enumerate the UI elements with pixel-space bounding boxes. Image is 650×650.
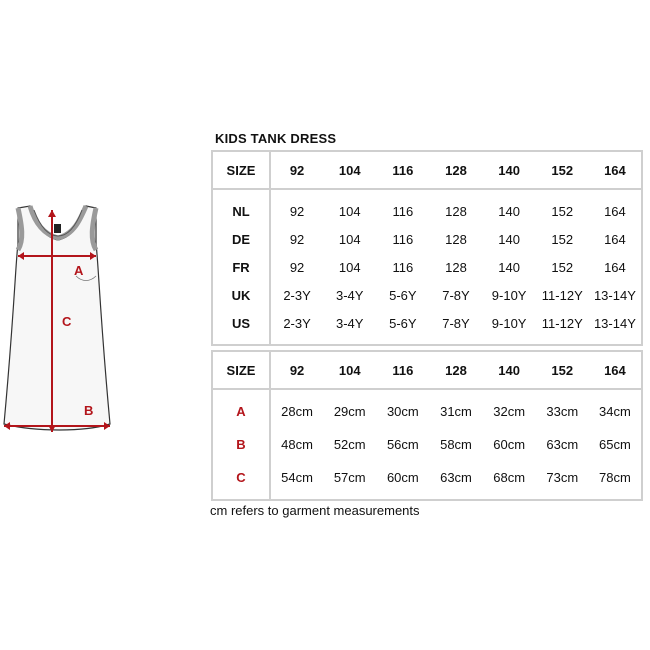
spacer-row	[212, 189, 642, 197]
table-cell: 104	[338, 259, 361, 275]
row-label: US	[212, 309, 270, 337]
table-row	[212, 281, 642, 309]
table-cell: 164	[604, 203, 626, 219]
table-cell: 128	[445, 203, 467, 219]
table-cell: 60cm	[493, 437, 526, 452]
spacer-row	[212, 494, 642, 500]
size-header-cell: 104	[323, 351, 376, 389]
table-cell: 56cm	[386, 437, 419, 452]
table-cell: 2-3Y	[283, 287, 311, 303]
footnote: cm refers to garment measurements	[210, 503, 420, 518]
row-label: A	[212, 395, 270, 428]
table-cell: 116	[392, 231, 414, 247]
table-row	[212, 309, 642, 337]
table-cell: 104	[338, 203, 361, 219]
table-cell: 29cm	[333, 404, 366, 419]
table-cell: 11-12Y	[541, 287, 583, 303]
table-cell: 34cm	[599, 404, 631, 419]
chart-title: KIDS TANK DRESS	[215, 131, 337, 146]
table-cell: 5-6Y	[389, 287, 417, 303]
table-cell: 152	[551, 231, 574, 247]
table-cell: 140	[498, 259, 520, 275]
measurements-table	[211, 350, 643, 501]
measure-header-row	[212, 351, 642, 389]
table-cell: 104	[338, 231, 361, 247]
table-cell: 140	[498, 231, 520, 247]
table-cell: 116	[392, 259, 414, 275]
size-header-cell: 104	[323, 151, 376, 189]
table-cell: 128	[445, 259, 467, 275]
table-cell: 48cm	[281, 437, 313, 452]
table-cell: 65cm	[599, 437, 631, 452]
size-header-cell: 116	[376, 351, 429, 389]
size-header-cell: 92	[270, 151, 323, 189]
table-cell: 92	[289, 231, 305, 247]
table-cell: 128	[445, 231, 467, 247]
measure-header-label: SIZE	[212, 351, 270, 389]
table-cell: 7-8Y	[442, 287, 470, 303]
size-header-cell: 164	[589, 151, 642, 189]
table-cell: 164	[604, 231, 626, 247]
table-cell: 11-12Y	[541, 315, 583, 331]
table-cell: 13-14Y	[593, 315, 636, 331]
size-header-cell: 128	[429, 351, 482, 389]
size-header-cell: 128	[429, 151, 482, 189]
table-cell: 68cm	[493, 470, 526, 485]
spacer-cell	[270, 494, 642, 500]
size-header-cell: 152	[536, 351, 589, 389]
table-cell: 2-3Y	[283, 315, 311, 331]
table-cell: 63cm	[546, 437, 579, 452]
size-header-cell: 164	[589, 351, 642, 389]
row-label: NL	[212, 197, 270, 225]
tank-dress-diagram	[0, 196, 120, 440]
table-cell: 116	[392, 203, 414, 219]
table-cell: 58cm	[440, 437, 472, 452]
table-cell: 60cm	[386, 470, 419, 485]
table-cell: 152	[551, 259, 574, 275]
diagram-label-c: C	[62, 314, 72, 329]
row-label: FR	[212, 253, 270, 281]
size-header-cell: 140	[483, 151, 536, 189]
table-cell: 92	[289, 259, 305, 275]
table-cell: 164	[604, 259, 626, 275]
size-header-cell: 92	[270, 351, 323, 389]
table-row	[212, 225, 642, 253]
table-cell: 63cm	[440, 470, 472, 485]
table-cell: 32cm	[493, 404, 526, 419]
table-cell: 52cm	[333, 437, 366, 452]
spacer-cell	[212, 189, 270, 197]
spacer-cell	[212, 494, 270, 500]
size-header-cell: 152	[536, 151, 589, 189]
diagram-label-a: A	[74, 263, 84, 278]
table-cell: 9-10Y	[491, 287, 527, 303]
spacer-cell	[270, 189, 642, 197]
table-cell: 152	[551, 203, 574, 219]
table-cell: 78cm	[599, 470, 631, 485]
table-cell: 13-14Y	[593, 287, 636, 303]
table-cell: 73cm	[546, 470, 579, 485]
table-row	[212, 395, 642, 428]
size-header-label: SIZE	[212, 151, 270, 189]
table-cell: 92	[289, 203, 305, 219]
row-label: B	[212, 428, 270, 461]
spacer-cell	[212, 337, 270, 345]
row-label: DE	[212, 225, 270, 253]
table-row	[212, 428, 642, 461]
table-cell: 28cm	[281, 404, 313, 419]
table-row	[212, 253, 642, 281]
table-row	[212, 197, 642, 225]
table-cell: 9-10Y	[491, 315, 527, 331]
table-cell: 7-8Y	[442, 315, 470, 331]
row-label: C	[212, 461, 270, 494]
spacer-row	[212, 337, 642, 345]
neck-label	[54, 224, 61, 233]
table-cell: 54cm	[281, 470, 313, 485]
size-conversion-table	[211, 150, 643, 346]
table-cell: 31cm	[440, 404, 472, 419]
table-cell: 3-4Y	[335, 315, 364, 331]
table-cell: 57cm	[333, 470, 366, 485]
table-cell: 30cm	[386, 404, 419, 419]
size-header-cell: 116	[376, 151, 429, 189]
table-cell: 3-4Y	[335, 287, 364, 303]
size-header-cell: 140	[483, 351, 536, 389]
diagram-label-b: B	[84, 403, 94, 418]
table-cell: 33cm	[546, 404, 579, 419]
table-row	[212, 461, 642, 494]
table-cell: 140	[498, 203, 520, 219]
row-label: UK	[212, 281, 270, 309]
arrow-c-top	[48, 210, 56, 217]
table-cell: 5-6Y	[389, 315, 417, 331]
size-header-row	[212, 151, 642, 189]
spacer-cell	[270, 337, 642, 345]
